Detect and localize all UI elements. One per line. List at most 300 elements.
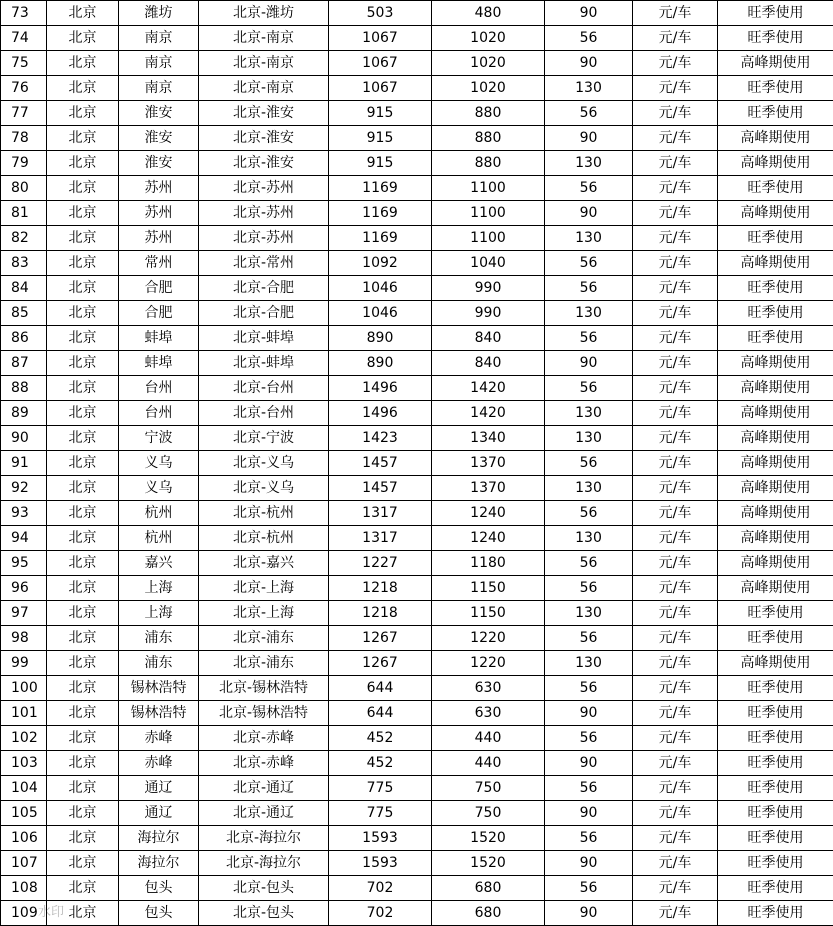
destination-city: 淮安 [119,126,199,151]
price-b: 840 [432,326,545,351]
row-number: 99 [1,651,47,676]
price-b: 680 [432,876,545,901]
usage-note: 高峰期使用 [718,376,833,401]
origin-city: 北京 [47,176,119,201]
vehicle-seats: 56 [545,251,633,276]
destination-city: 淮安 [119,151,199,176]
table-row [1,651,833,676]
unit: 元/车 [633,376,718,401]
origin-city: 北京 [47,526,119,551]
price-a: 452 [329,726,432,751]
route: 北京-淮安 [199,126,329,151]
route: 北京-浦东 [199,651,329,676]
vehicle-seats: 56 [545,676,633,701]
vehicle-seats: 90 [545,51,633,76]
destination-city: 合肥 [119,276,199,301]
unit: 元/车 [633,701,718,726]
origin-city: 北京 [47,751,119,776]
usage-note: 高峰期使用 [718,576,833,601]
vehicle-seats: 56 [545,501,633,526]
table-row [1,26,833,51]
table-row [1,451,833,476]
route: 北京-上海 [199,576,329,601]
route: 北京-苏州 [199,226,329,251]
row-number: 102 [1,726,47,751]
route: 北京-南京 [199,26,329,51]
unit: 元/车 [633,251,718,276]
table-row [1,426,833,451]
price-a: 1457 [329,476,432,501]
origin-city: 北京 [47,451,119,476]
usage-note: 旺季使用 [718,901,833,926]
origin-city: 北京 [47,701,119,726]
destination-city: 义乌 [119,476,199,501]
table-row [1,351,833,376]
route: 北京-合肥 [199,301,329,326]
destination-city: 蚌埠 [119,351,199,376]
unit: 元/车 [633,476,718,501]
row-number: 91 [1,451,47,476]
table-row [1,126,833,151]
price-a: 452 [329,751,432,776]
price-b: 1220 [432,626,545,651]
price-a: 1169 [329,176,432,201]
row-number: 81 [1,201,47,226]
route: 北京-蚌埠 [199,326,329,351]
usage-note: 高峰期使用 [718,251,833,276]
unit: 元/车 [633,501,718,526]
destination-city: 苏州 [119,176,199,201]
destination-city: 合肥 [119,301,199,326]
watermark: 水印 [38,905,65,920]
route: 北京-义乌 [199,451,329,476]
origin-city: 北京 [47,576,119,601]
price-b: 1420 [432,401,545,426]
unit: 元/车 [633,76,718,101]
route: 北京-淮安 [199,151,329,176]
route: 北京-宁波 [199,426,329,451]
usage-note: 旺季使用 [718,101,833,126]
table-row [1,401,833,426]
price-b: 1520 [432,851,545,876]
usage-note: 旺季使用 [718,326,833,351]
table-row [1,551,833,576]
usage-note: 旺季使用 [718,601,833,626]
vehicle-seats: 130 [545,601,633,626]
price-b: 990 [432,301,545,326]
usage-note: 旺季使用 [718,76,833,101]
price-a: 915 [329,151,432,176]
origin-city: 北京 [47,601,119,626]
row-number: 86 [1,326,47,351]
route: 北京-常州 [199,251,329,276]
destination-city: 宁波 [119,426,199,451]
table-row [1,1,833,26]
destination-city: 南京 [119,76,199,101]
usage-note: 旺季使用 [718,751,833,776]
destination-city: 杭州 [119,501,199,526]
destination-city: 常州 [119,251,199,276]
destination-city: 海拉尔 [119,826,199,851]
origin-city: 北京 [47,651,119,676]
unit: 元/车 [633,801,718,826]
route: 北京-南京 [199,76,329,101]
price-b: 1100 [432,176,545,201]
usage-note: 旺季使用 [718,876,833,901]
row-number: 89 [1,401,47,426]
vehicle-seats: 56 [545,276,633,301]
vehicle-seats: 90 [545,1,633,26]
usage-note: 旺季使用 [718,826,833,851]
row-number: 106 [1,826,47,851]
origin-city: 北京 [47,426,119,451]
price-b: 1370 [432,451,545,476]
vehicle-seats: 56 [545,626,633,651]
row-number: 103 [1,751,47,776]
price-b: 480 [432,1,545,26]
vehicle-seats: 56 [545,176,633,201]
destination-city: 淮安 [119,101,199,126]
route: 北京-浦东 [199,626,329,651]
vehicle-seats: 130 [545,426,633,451]
route: 北京-赤峰 [199,751,329,776]
table-row [1,851,833,876]
table-row [1,876,833,901]
destination-city: 潍坊 [119,1,199,26]
destination-city: 锡林浩特 [119,701,199,726]
usage-note: 旺季使用 [718,776,833,801]
destination-city: 苏州 [119,201,199,226]
unit: 元/车 [633,176,718,201]
unit: 元/车 [633,276,718,301]
route: 北京-上海 [199,601,329,626]
row-number: 74 [1,26,47,51]
route: 北京-通辽 [199,776,329,801]
origin-city: 北京 [47,76,119,101]
price-a: 1218 [329,576,432,601]
price-b: 680 [432,901,545,926]
row-number: 94 [1,526,47,551]
destination-city: 南京 [119,26,199,51]
origin-city: 北京 [47,276,119,301]
origin-city: 北京 [47,851,119,876]
origin-city: 北京 [47,501,119,526]
price-a: 1046 [329,276,432,301]
usage-note: 高峰期使用 [718,126,833,151]
price-a: 1067 [329,26,432,51]
usage-note: 高峰期使用 [718,201,833,226]
price-b: 1100 [432,201,545,226]
unit: 元/车 [633,726,718,751]
price-a: 775 [329,776,432,801]
origin-city: 北京 [47,826,119,851]
table-row [1,626,833,651]
price-b: 880 [432,151,545,176]
price-b: 1040 [432,251,545,276]
usage-note: 旺季使用 [718,226,833,251]
usage-note: 高峰期使用 [718,426,833,451]
unit: 元/车 [633,126,718,151]
price-a: 890 [329,326,432,351]
vehicle-seats: 56 [545,576,633,601]
unit: 元/车 [633,526,718,551]
destination-city: 上海 [119,576,199,601]
usage-note: 旺季使用 [718,626,833,651]
table-row [1,251,833,276]
table-row [1,326,833,351]
usage-note: 高峰期使用 [718,51,833,76]
vehicle-seats: 90 [545,751,633,776]
vehicle-seats: 130 [545,76,633,101]
destination-city: 浦东 [119,626,199,651]
price-b: 630 [432,676,545,701]
table-row [1,51,833,76]
price-a: 915 [329,101,432,126]
unit: 元/车 [633,551,718,576]
row-number: 93 [1,501,47,526]
unit: 元/车 [633,851,718,876]
price-a: 1067 [329,51,432,76]
usage-note: 高峰期使用 [718,651,833,676]
table-row [1,601,833,626]
origin-city: 北京 [47,126,119,151]
row-number: 87 [1,351,47,376]
route: 北京-台州 [199,376,329,401]
row-number: 73 [1,1,47,26]
price-a: 1317 [329,501,432,526]
vehicle-seats: 56 [545,726,633,751]
table-row [1,776,833,801]
price-b: 840 [432,351,545,376]
vehicle-seats: 130 [545,226,633,251]
origin-city: 北京 [47,676,119,701]
table-row [1,901,833,926]
price-b: 1370 [432,476,545,501]
price-b: 1020 [432,76,545,101]
vehicle-seats: 56 [545,326,633,351]
table-row [1,276,833,301]
unit: 元/车 [633,51,718,76]
price-b: 990 [432,276,545,301]
price-b: 440 [432,751,545,776]
price-b: 1150 [432,576,545,601]
destination-city: 杭州 [119,526,199,551]
route: 北京-苏州 [199,176,329,201]
price-a: 1092 [329,251,432,276]
destination-city: 南京 [119,51,199,76]
destination-city: 锡林浩特 [119,676,199,701]
price-a: 1496 [329,376,432,401]
origin-city: 北京 [47,101,119,126]
unit: 元/车 [633,426,718,451]
row-number: 90 [1,426,47,451]
vehicle-seats: 90 [545,126,633,151]
row-number: 82 [1,226,47,251]
vehicle-seats: 90 [545,801,633,826]
price-a: 1227 [329,551,432,576]
origin-city: 北京 [47,726,119,751]
table-row [1,76,833,101]
origin-city: 北京 [47,901,119,926]
price-b: 1020 [432,51,545,76]
route: 北京-嘉兴 [199,551,329,576]
destination-city: 包头 [119,901,199,926]
vehicle-seats: 56 [545,826,633,851]
price-a: 1593 [329,851,432,876]
destination-city: 通辽 [119,776,199,801]
table-row [1,226,833,251]
table-row [1,176,833,201]
price-b: 750 [432,776,545,801]
price-b: 880 [432,101,545,126]
vehicle-seats: 130 [545,401,633,426]
route: 北京-海拉尔 [199,851,329,876]
origin-city: 北京 [47,151,119,176]
price-a: 1267 [329,651,432,676]
price-a: 503 [329,1,432,26]
row-number: 97 [1,601,47,626]
price-a: 1267 [329,626,432,651]
vehicle-seats: 130 [545,526,633,551]
origin-city: 北京 [47,776,119,801]
row-number: 100 [1,676,47,701]
route: 北京-赤峰 [199,726,329,751]
vehicle-seats: 56 [545,876,633,901]
route: 北京-杭州 [199,526,329,551]
unit: 元/车 [633,751,718,776]
route: 北京-锡林浩特 [199,701,329,726]
route: 北京-苏州 [199,201,329,226]
price-a: 644 [329,676,432,701]
destination-city: 台州 [119,401,199,426]
unit: 元/车 [633,151,718,176]
destination-city: 蚌埠 [119,326,199,351]
table-row [1,376,833,401]
price-a: 1423 [329,426,432,451]
origin-city: 北京 [47,476,119,501]
unit: 元/车 [633,101,718,126]
row-number: 92 [1,476,47,501]
price-b: 440 [432,726,545,751]
unit: 元/车 [633,351,718,376]
vehicle-seats: 130 [545,301,633,326]
destination-city: 海拉尔 [119,851,199,876]
usage-note: 高峰期使用 [718,451,833,476]
destination-city: 浦东 [119,651,199,676]
destination-city: 台州 [119,376,199,401]
price-a: 1169 [329,201,432,226]
usage-note: 旺季使用 [718,26,833,51]
price-b: 1020 [432,26,545,51]
route: 北京-合肥 [199,276,329,301]
price-a: 702 [329,876,432,901]
row-number: 78 [1,126,47,151]
price-b: 880 [432,126,545,151]
price-a: 915 [329,126,432,151]
price-a: 1046 [329,301,432,326]
vehicle-seats: 130 [545,651,633,676]
origin-city: 北京 [47,251,119,276]
usage-note: 旺季使用 [718,301,833,326]
unit: 元/车 [633,451,718,476]
vehicle-seats: 90 [545,851,633,876]
usage-note: 旺季使用 [718,726,833,751]
origin-city: 北京 [47,351,119,376]
price-b: 1180 [432,551,545,576]
table-row [1,801,833,826]
table-row [1,101,833,126]
table-row [1,526,833,551]
row-number: 84 [1,276,47,301]
vehicle-seats: 56 [545,551,633,576]
price-b: 1100 [432,226,545,251]
row-number: 105 [1,801,47,826]
vehicle-seats: 56 [545,376,633,401]
unit: 元/车 [633,651,718,676]
route: 北京-包头 [199,901,329,926]
unit: 元/车 [633,201,718,226]
unit: 元/车 [633,576,718,601]
usage-note: 旺季使用 [718,701,833,726]
row-number: 80 [1,176,47,201]
row-number: 79 [1,151,47,176]
price-a: 890 [329,351,432,376]
usage-note: 高峰期使用 [718,401,833,426]
destination-city: 赤峰 [119,726,199,751]
unit: 元/车 [633,601,718,626]
vehicle-seats: 90 [545,351,633,376]
origin-city: 北京 [47,51,119,76]
row-number: 88 [1,376,47,401]
usage-note: 旺季使用 [718,176,833,201]
destination-city: 苏州 [119,226,199,251]
price-b: 1520 [432,826,545,851]
unit: 元/车 [633,226,718,251]
destination-city: 包头 [119,876,199,901]
row-number: 109 [1,901,47,926]
origin-city: 北京 [47,626,119,651]
row-number: 108 [1,876,47,901]
row-number: 107 [1,851,47,876]
origin-city: 北京 [47,1,119,26]
price-b: 1240 [432,526,545,551]
price-b: 1220 [432,651,545,676]
usage-note: 旺季使用 [718,851,833,876]
vehicle-seats: 56 [545,101,633,126]
vehicle-seats: 90 [545,901,633,926]
price-a: 1067 [329,76,432,101]
price-b: 630 [432,701,545,726]
unit: 元/车 [633,901,718,926]
route: 北京-海拉尔 [199,826,329,851]
usage-note: 高峰期使用 [718,501,833,526]
origin-city: 北京 [47,876,119,901]
row-number: 95 [1,551,47,576]
row-number: 98 [1,626,47,651]
route: 北京-淮安 [199,101,329,126]
route: 北京-包头 [199,876,329,901]
unit: 元/车 [633,301,718,326]
destination-city: 通辽 [119,801,199,826]
price-a: 644 [329,701,432,726]
route: 北京-通辽 [199,801,329,826]
unit: 元/车 [633,776,718,801]
table-row [1,501,833,526]
usage-note: 高峰期使用 [718,151,833,176]
price-a: 702 [329,901,432,926]
price-b: 1420 [432,376,545,401]
vehicle-seats: 56 [545,26,633,51]
